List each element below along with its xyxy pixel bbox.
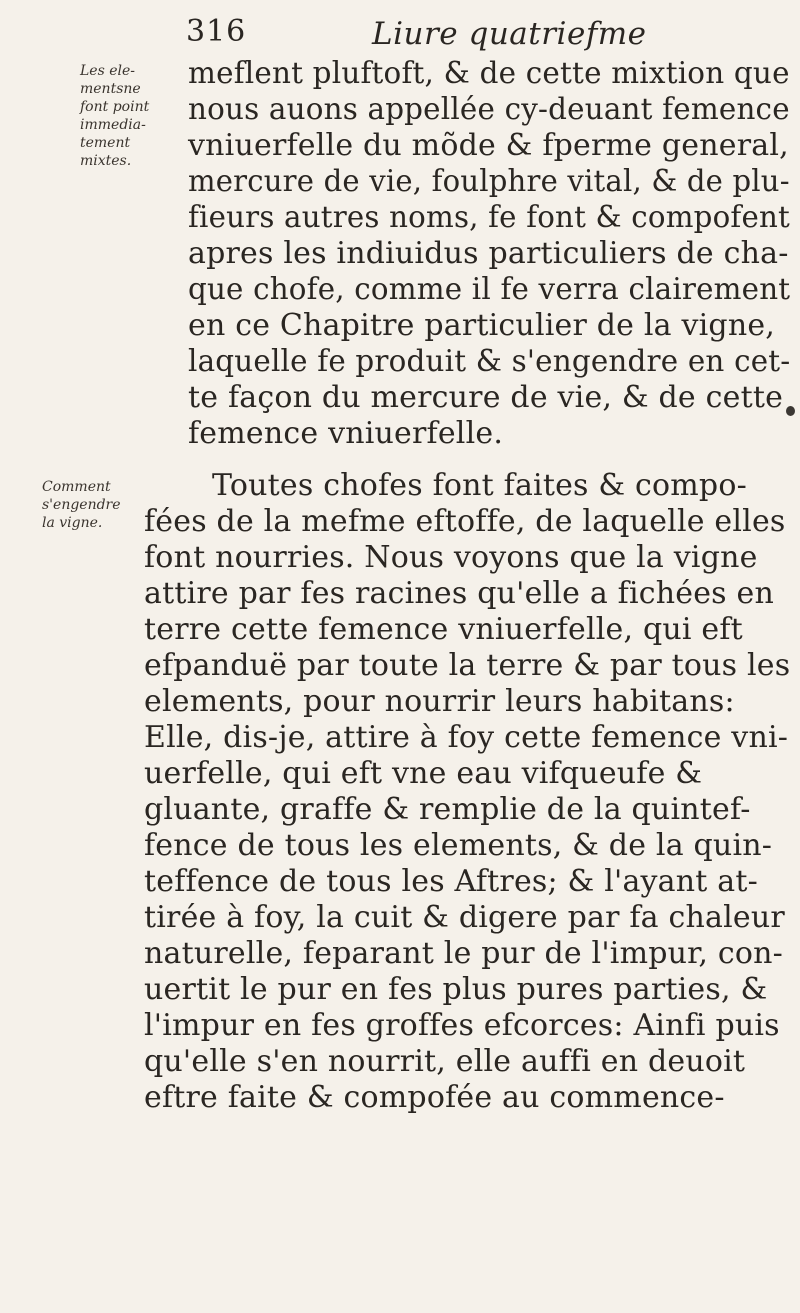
- text-line: laquelle fe produit & s'engendre en cet-: [188, 344, 791, 379]
- marginal-note-line: mixtes.: [80, 153, 132, 169]
- text-line: apres les indiuidus particuliers de cha-: [188, 236, 789, 271]
- text-line: fence de tous les elements, & de la quin-: [144, 828, 773, 863]
- text-line: elements, pour nourrir leurs habitans:: [144, 684, 735, 719]
- text-line: eftre faite & compofée au commence-: [144, 1080, 725, 1115]
- page-header: [0, 14, 800, 54]
- marginal-note-vigne: [42, 478, 142, 532]
- text-line: que chofe, comme il fe verra clairement: [188, 272, 791, 307]
- ink-spot: [786, 406, 795, 416]
- marginal-note-line: immedia-: [80, 117, 146, 133]
- text-line: mercure de vie, foulphre vital, & de plu-: [188, 164, 790, 199]
- text-line: fieurs autres noms, fe font & compofent: [188, 200, 790, 235]
- text-line: en ce Chapitre particulier de la vigne,: [188, 308, 776, 343]
- text-line: attire par fes racines qu'elle a fichées en: [144, 576, 774, 611]
- marginal-note-line: la vigne.: [42, 515, 103, 531]
- text-line: terre cette femence vniuerfelle, qui eft: [144, 612, 743, 647]
- text-line: Elle, dis-je, attire à foy cette femence vni-: [144, 720, 789, 755]
- text-line: font nourries. Nous voyons que la vigne: [144, 540, 758, 575]
- text-line: Toutes chofes font faites & compo-: [212, 468, 747, 503]
- marginal-note-line: Comment: [42, 479, 111, 495]
- text-line: qu'elle s'en nourrit, elle auffi en deuoit: [144, 1044, 746, 1079]
- running-title: Liure quatriefme: [372, 16, 647, 52]
- text-line: uerfelle, qui eft vne eau vifqueufe &: [144, 756, 703, 791]
- marginal-note-line: Les ele-: [80, 63, 135, 79]
- marginal-note-line: font point: [80, 99, 150, 115]
- text-line: nous auons appellée cy-deuant femence: [188, 92, 790, 127]
- text-line: meflent pluftoft, & de cette mixtion que: [188, 56, 790, 91]
- text-line: uertit le pur en fes plus pures parties, &: [144, 972, 768, 1007]
- marginal-note-line: tement: [80, 135, 131, 151]
- text-line: gluante, graffe & remplie de la quintef-: [144, 792, 751, 827]
- text-line: te façon du mercure de vie, & de cette: [188, 380, 784, 415]
- page-number: 316: [186, 14, 247, 49]
- text-line: fées de la mefme eftoffe, de laquelle elles: [144, 504, 786, 539]
- text-line: l'impur en fes groffes efcorces: Ainfi puis: [144, 1008, 780, 1043]
- marginal-note-elements: [80, 62, 172, 170]
- text-line: vniuerfelle du mõde & fperme general,: [188, 128, 789, 163]
- text-line: efpanduë par toute la terre & par tous les: [144, 648, 791, 683]
- text-line: femence vniuerfelle.: [188, 416, 504, 451]
- text-line: tirée à foy, la cuit & digere par fa chaleur: [144, 900, 785, 935]
- marginal-note-line: s'engendre: [42, 497, 121, 513]
- text-line: teffence de tous les Aftres; & l'ayant at-: [144, 864, 758, 899]
- text-line: naturelle, feparant le pur de l'impur, con-: [144, 936, 784, 971]
- marginal-note-line: mentsne: [80, 81, 141, 97]
